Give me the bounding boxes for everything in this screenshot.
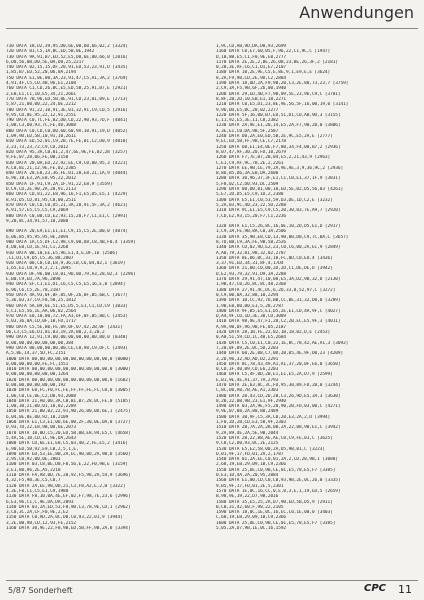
header-divider [6, 28, 418, 29]
code-line: 6,D0,56,0B,D0,5E,0A,D0,25,2217 [6, 59, 84, 65]
code-line: 1,C9,3A,FE,9B,8A,C0,3A,2506 [216, 229, 287, 235]
code-line: 1440 DATA 60,2E,08,C7,0D,2B,05,4E,9F,D0,23 [4209] [216, 351, 344, 357]
code-line: 950 DATA 4A,93,0F,0F,85,0F,26,0F,B5,6B,C [3677] [6, 292, 128, 298]
code-line: C,68,19,EB,29,09,1B,C9,2366 [216, 515, 287, 521]
code-line: C,8C,D0,A0,7B,AE,A1,2303 [216, 388, 279, 394]
code-line: 710 DATA 18,D2,39,95,D0,6E,00,D0,66,02,2 [3324] [6, 44, 128, 49]
code-line: 720 DATA 01,C5,1A,BC,ED,5B,0E,1942 [6, 49, 95, 55]
code-line: 1130 DATA F8,10,0A,4E,EF,02,F7,98,7E,23,6 [2996] [6, 494, 131, 500]
code-line: 1330 DATA 35,9B,E8,CD,13,9B,8B,D0,C9,7C,BA,C [3657] [216, 234, 349, 240]
code-line: 6,96,C6,C5,2E,70,2187 [6, 287, 61, 293]
code-line: A,A0,79,32,01,98,32,02,2787 [216, 250, 287, 256]
code-line: 1240 DATA D0,2A,E0,ED,5B,2E,9C,E5,2A,E [2777] [216, 134, 333, 140]
code-line: 1210 DATA C0,E5,D1,23,8E,9E,56,5F,16,00,19,0 [3141] [216, 102, 349, 108]
code-line: 1490 DATA 03,2A,9E,F5,20,90,2B,FD,03,00,C [4271] [216, 404, 341, 410]
code-line: 6,E3,96,C1,C,9E,DA,DA,2093 [6, 499, 74, 505]
code-line: 8,2B,22,0B,9B,23,E1,9F,2940 [216, 398, 287, 404]
code-line: 1430 DATA C5,C0,E1,C0,22,1E,8C,78,42,AE,A1,3 [3092] [216, 340, 349, 346]
code-line: 1390 DATA 1B,CC,92,7D,BB,CC,BE,31,32,D0,0 [3289] [216, 298, 341, 304]
code-line: 3,23,73,23,72,C9,CD,2012 [6, 144, 69, 150]
code-line: 940 DATA EF,C1,E1,D1,C6,C5,C5,E5,16,E,8 [2894] [6, 282, 126, 288]
code-line: 6,96,18,E3,2A,E8,95,22,2012 [6, 176, 77, 182]
code-line: 1420 DATA 28,1B,FE,22,02,1B,18,02,D,E [2453] [216, 330, 331, 336]
page-number: 11 [398, 583, 412, 596]
code-line: 790 DATA C0,7C,FE,02,D0,CD,22,90,93,7D,F [4841] [6, 118, 128, 124]
code-line: 1370 DATA 29,91,47,10,08,E5,3A,D2,9B,32,D [2130] [216, 277, 341, 283]
code-line: A,C8,B1,21,12,9E,FE,02,2385 [6, 165, 77, 171]
code-line: 730 DATA 9A,91,B7,ED,52,E5,D0,6E,00,66,0 [2016] [6, 54, 128, 60]
code-line: 1150 DATA C0,AD,2A,0C,D0,C0,93,22,01,9 [3944] [6, 515, 123, 521]
code-line: 1,0B,C3,D0,93,7C,FE,40,3088 [6, 123, 77, 129]
code-line: 9,2A,89,4E,2A,5E,9B,2044 [216, 430, 279, 436]
listing-columns [6, 44, 418, 578]
code-line: 2,EB,E1,C1,10,E5,34,21,2661 [6, 91, 77, 97]
code-line: E,11,92,E5,3E,11,C8,2382 [216, 118, 279, 124]
code-line: 1560 DATA E1,00,CD,C0,C0,93,9B,2E,0C,26,0 [3335] [216, 478, 341, 484]
code-line: ,C1,D1,C9,D5,C5,36,88,2807 [6, 255, 74, 261]
code-line: 1030 DATA E0,FC,F0,FC,FE,FF,FF,FE,FC,C0,0 [3005] [6, 388, 131, 394]
footer-divider [6, 580, 418, 581]
code-line: 990 DATA 12,91,C9,00,00,00,00,00,00,00,0 [0348] [6, 335, 128, 341]
code-line: 1410 DATA 98,9E,47,F1,20,C2,2B,EC,E5,9F,3 [4011] [216, 319, 341, 325]
code-line: E,B0,C9,ED,7A,96,2090 [6, 277, 61, 283]
code-line: 0,A0,51,59,CD,1C,40,E5,2684 [216, 335, 287, 341]
code-line: 9,95,CD,8E,95,22,12,91,2551 [6, 112, 77, 118]
code-line: 2,C9,3A,F5,9B,6F,26,00,1940 [216, 86, 287, 92]
issue-label: 5/87 Sonderheft [8, 586, 73, 595]
code-line: B,CB,31,42,60,F,98,22,2105 [216, 504, 284, 510]
code-line: 1,09,9D,ED,5B,10,91,10,2611 [6, 134, 77, 140]
code-line: 1280 DATA 30,96,37,3F,E1,C1,CB,E1,37,1F,9 [3831] [216, 176, 341, 182]
code-line: B,98,9E,19,22,D7,9B,2016 [216, 494, 279, 500]
page-header [0, 0, 424, 36]
code-line: 760 DATA C1,CD,26,BC,E5,ED,5B,25,91,B7,E [2921] [6, 86, 128, 92]
code-line: 1310 DATA 9C,E1,E5,C9,C5,20,30,03,7E,A9,7 [2920] [216, 208, 341, 214]
code-line: 1090 DATA ED,53,EE,8B,2A,EC,9B,0D,2A,9B,D [3560] [6, 451, 131, 457]
code-line: 8,7D,BB,C9,3A,FE,9B,5B,2526 [216, 239, 287, 245]
magazine-logo: CPC [363, 583, 386, 594]
code-line: 1110 DATA FA,A8,0D,7E,20,92,F5,98,2A,54,9 [3696] [6, 473, 131, 479]
code-line: 8,8F,2B,2D,10,EB,E1,18,2271 [216, 96, 287, 102]
code-line: 3,C0,3C,2A,CF,F0,9E,2,E2 [6, 510, 69, 516]
code-line: 1530 DATA E5,E2,58,00,2A,D5,9B,01,C [3223] [216, 446, 325, 452]
code-line: 1000 DATA 00,00,00,00,00,00,00,00,00,00,0 [0000] [6, 356, 131, 362]
code-line: 970 DATA E0,10,00,72,FA,A3,6F,0F,B5,8B,C [2453] [6, 314, 128, 320]
code-line: 1010 DATA 00,00,00,00,00,00,00,00,00,00,0 [3000] [6, 367, 131, 373]
code-line: 1520 DATA 2B,22,88,AE,AE,C0,C9,FE,01,C [3625] [216, 435, 333, 441]
code-line: 6,04,0E,8E,00,92,10,2109 [6, 414, 69, 420]
code-line: 4,D0,E0,CD,1E,91,C1,2268 [6, 245, 69, 251]
code-line: 850 DATA 1F,91,C9,2A,1F,91,22,E8,9 [3559] [6, 181, 113, 187]
code-line: 0,00,00,00,00,FE,FC,1551 [6, 361, 69, 367]
code-line: 1260 DATA F7,7E,B7,2B,04,E5,2,21,43,9 [2963] [216, 155, 331, 161]
code-line: B,8D,B5,D6,3A,EB,DA,2600 [216, 171, 279, 177]
code-line: 1170 DATA 2E,2E,2,BE,26,08,23,BE,26,3F,2 [2181] [216, 59, 338, 65]
code-line: 1100 DATA 03,C8,0E,D0,F0,56,E,22,F0,9B,E [3159] [6, 462, 128, 468]
code-line: E,B1,9E,4E,A1,37,7A,2793 [216, 377, 279, 383]
code-line: 4,91,4F,C5,CD,4B,96,E1,2108 [6, 81, 77, 87]
code-line: 1450 DATA 8C,78,43,49,A1,A1,37,20,0F,E6,0 [3650] [216, 361, 341, 367]
code-line: 0,2B,3E,AF,C6,C1,D1,E7,2107 [216, 65, 287, 71]
code-line: 1360 DATA 21,00,C0,00,2D,2D,C1,DE,DE,D [3942] [216, 266, 333, 272]
code-line: 0,00,00,00,00,00,00,1264 [6, 372, 69, 378]
code-line: 7,CD,E2,93,15,20,F7,C1,2236 [216, 213, 287, 219]
section-title: Anwendungen [299, 3, 414, 22]
code-line: 1120 DATA 2A,EE,98,0D,21,C3,F8,A2,E,2,B [3322] [6, 483, 126, 489]
code-line: 5,E7,2D,D5,E5,C9,1D,2,2388 [216, 192, 284, 198]
code-line: 1,9B,E0,00,00,E1,5,28,2787 [216, 303, 284, 309]
code-line: 1180 DATA 10,2E,9E,C5,E,8E,9,1,E9,E,E [3624] [216, 70, 331, 76]
code-line: 1080 DATA CD,6E,E1,E8,C5,03,4B,2,FE,E5,2 [3416] [6, 441, 128, 447]
code-line: 840 DATA 28,E8,23,36,FE,01,28,E8,21,1A,9 [4044] [6, 171, 128, 177]
code-line: 3,2D,96,32,AD,AD,D2,2291 [216, 356, 279, 362]
code-line: 740 DATA 02,15,15,DF,20,91,ED,53,23,91,D [3435] [6, 65, 128, 71]
code-line: 0,00,00,00,00,00,00,192 [6, 383, 66, 388]
code-line: 8,91,D5,CD,81,95,C0,00,2511 [6, 197, 77, 203]
code-line: 1040 DATA 21,A0,00,3A,CB,B1,B7,28,0C,FE,0 [5105] [6, 398, 131, 404]
code-line: 1050 DATA 21,B0,02,22,91,9B,26,00,0D,6E,1 [2475] [6, 409, 131, 415]
code-line: 5,03,36,0A,CD,0F,1B,FD,1717 [6, 319, 77, 325]
code-line: 5,87,21,00,00,22,24,0E,2212 [6, 102, 77, 108]
code-line: 5,36,03,37,C9,F8,50,25,1812 [6, 298, 77, 304]
code-line: 820 DATA 95,3A,CB,81,2,47,6E,9E,FE,02,28 [3257] [6, 149, 128, 155]
code-line: D,A4,9F,CD,1D,3E,30,CD,3089 [216, 314, 287, 320]
code-line: 6,06,85,95,95,95,9E,2094 [6, 234, 69, 240]
code-line: 1500 DATA 3B,9F,C5,3A,C8,20,E3,2A,2,D [3994] [216, 414, 331, 420]
code-line: 990 DATA 00,00,00,00,00,CE,C8,98,C9,DF,C [2493] [6, 345, 128, 351]
code-line: 5,05,2A,D7,9B,1E,0C,16,1592 [216, 526, 287, 532]
code-line: 1510 DATA 2B,7A,2A,2B,0B,2A,22,08,9B,E1,C [3942] [216, 425, 341, 431]
code-line: 1580 DATA 35,E5,25,2A,D7,9B,ED,5B,D5,9 [2911] [216, 499, 333, 505]
code-line: 1470 DATA 2E,63,8C,3C,FD,95,30,09,FD,2B,0 [3244] [216, 383, 341, 388]
code-line: 1340 DATA CD,02,9D,E2,23,C0,C6,00,2A,EC,9 [2849] [216, 245, 341, 251]
code-line: 9,2B,8C,34,91,57,10,2088 [6, 218, 69, 224]
code-line: 1,9B,47,C0,26,8C,8C,48,2368 [216, 282, 287, 288]
listing-column-left [6, 44, 208, 578]
code-line: 1460 DATA C5,4F,0D,2B,E1,E1,E5,2A,D7,9 [2599] [216, 372, 333, 378]
code-line: 1380 DATA 27,91,4C,DC,6,2D,33,8,52,97,C [3272] [216, 287, 336, 293]
code-line: 1160 DATA 30,9E,22,F8,9B,ED,5B,FF,9B,2A,0 [3394] [6, 526, 131, 532]
code-line: 930 DATA DF,96,0B,C8,01,9D,0D,79,A3,28,02,3 [2296] [6, 271, 136, 277]
code-line: 860 DATA CD,81,22,E8,96,16,F1,E5,D5,E5,1 [4229] [6, 192, 128, 198]
code-line: 890 DATA 20,E9,E1,E1,E1,C9,15,C5,2E,B0,0 [4074] [6, 229, 128, 235]
code-line: 870 DATA C0,CD,C0,D5,21,3A,28,91,5F,3A,2 [4621] [6, 202, 128, 208]
code-line: 1,85,B7,ED,52,20,06,0A,2194 [6, 70, 77, 76]
code-line: 1200 DATA 29,ED,4B,F7,9B,09,5E,23,96,C9,C [3701] [216, 91, 341, 97]
code-line: 1230 DATA 2A,9E,E1,20,14,E5,2A,F7,9B,20,0 [3806] [216, 123, 341, 129]
code-line: 8,2A,F9,9B,CD,2E,9D,C2,2884 [216, 75, 287, 81]
code-line: 1,00,30,21,00,01,18,02,2289 [6, 404, 77, 410]
code-line: A,3E,E1,C0,DA,9B,5F,2587 [216, 128, 279, 134]
code-line: 810 DATA ED,52,01,C9,2B,7E,FE,01,C2,D0,9 [4010] [6, 139, 128, 145]
code-line: D,E2,93,79,32,91,D9,3A,2288 [216, 271, 287, 277]
code-line: E,90,ED,5B,92,E9,CB,2,5,1,E, [6, 446, 79, 452]
code-line: 5,F8,02,C2,D0,93,DC,2509 [216, 181, 279, 187]
code-line: 9,B5,9F,17,FD,01,2E,5,2301 [216, 483, 284, 489]
code-line: 910 DATA 0B,10,EE,E5,96,E1,4,E,DF,16 [2506] [6, 250, 118, 256]
code-line: 750 DATA E1,0E,00,3A,23,91,47,C5,A1,3A,2 [3769] [6, 75, 128, 81]
code-line: 1,06,C0,CE,0E,C2,D0,93,2088 [6, 393, 77, 399]
code-line: 9,9E,07,08,2A,80,80,2489 [216, 409, 279, 415]
code-line: 1220 DATA 5F,16,00,B7,ED,51,D1,CD,AB,9D,3 [3155] [216, 112, 341, 118]
code-line: 1,9C,CD,AB,9D,DA,D0,93,2699 [216, 44, 287, 49]
code-line: 9,96,DD,E5,0C,28,02,2277 [216, 107, 279, 113]
code-line: 1070 DATA 10,0D,C5,20,ED,5B,0B,E8,94,E5,C [4658] [6, 430, 131, 436]
code-line: 1480 DATA 2B,43,CD,2D,2B,C3,26,9D,E5,3A,3 [3630] [216, 393, 341, 399]
code-line: 0,E3,1D,4A,2A,20,95,2084 [216, 473, 279, 479]
code-line: 9,FE,07,28,06,FE,00,2150 [6, 155, 69, 161]
code-line: D,C9,CD,2E,90,2A,20,91,2113 [6, 187, 77, 193]
code-line: 1,65,E1,CB,9,9,2,2,1,2095 [6, 266, 71, 272]
code-line: 0,CD,3F,40,09,CD,E6,2203 [216, 367, 279, 373]
code-line: 800 DATA C0,CD,C0,D0,60,60,9A,10,91,19,D [4052] [6, 128, 128, 134]
code-line: 1270 DATA EE,9B,CE,79,2A,9E,AE,3,9,36,9C,2 [2936] [216, 165, 344, 171]
code-line: 1400 DATA 9F,B5,E5,E1,D5,2E,E1,CD,4A,9F,C [4027] [216, 308, 341, 314]
code-line: 3,2E,0B,9B,CD,12,93,FE,2152 [6, 520, 77, 526]
code-line: 1320 DATA E1,C5,26,8C,16,0E,10,2D,D5,E1,D [2917] [216, 224, 341, 230]
page-footer [0, 578, 424, 600]
code-line: 980 DATA C5,5E,B0,FE,09,0F,07,42,2B,0F [2431] [6, 324, 123, 330]
code-line: 5,4A,5E,1B,CD,1C,9E,DA,2643 [6, 435, 77, 441]
code-line: 5,C1,E5,56,1E,AA,06,02,2564 [6, 308, 77, 314]
code-line: 9,C8,C2,D0,93,0C,2E,2125 [216, 441, 279, 447]
code-line: 1550 DATA 25,DE,C0,9B,CE,01,E5,78,E5,F7 [3385] [216, 467, 336, 473]
code-line: 920 DATA 00,C0,C0,E8,9,36,CB,C6,04,02,1 [3619] [6, 261, 126, 267]
code-line: 1300 DATA E5,E1,C0,53,59,D3,DE,1D,C2,E [3232] [216, 197, 333, 203]
code-line: A,91,57,E5,C5,C5,C9,2069 [6, 208, 69, 214]
code-line: 1060 DATA E1,C3,E1,0D,6E,00,2F,30,0E,DA,0 [3727] [6, 420, 131, 426]
code-line: 5,2A,03,9C,40,23,22,5D,2288 [216, 202, 287, 208]
code-line: A,5,8E,14,37,5D,FC,2151 [6, 351, 66, 357]
code-line: 2,95,C0,92,00,0E,2801 [6, 457, 61, 463]
code-line: D,1B,8B,E5,C1,F0,9E,E0,2777 [216, 54, 287, 60]
code-line: 1600 DATA 25,DE,C0,9B,CE,01,E5,78,E5,F7 [3385] [216, 520, 336, 526]
code-line: 0,C9,00,0A,32,88,10,2294 [216, 292, 279, 298]
code-line: 1190 DATA 18,DD,2A,F9,9B,2B,C3,2E,80,73,23,7 [3759] [216, 81, 349, 87]
code-line: 780 DATA 91,22,10,91,3E,01,32,91,C9,CD,5 [2916] [6, 107, 128, 113]
code-line: D,93,7D,22,E8,9B,0D,6E,2073 [6, 425, 77, 431]
code-line: A,9A,9B,DF,96,9B,FE,05,2187 [216, 324, 287, 330]
code-line: 1540 DATA 01,2A,EE,C0,01,2A,2,CD,28,9B,1 [3088] [216, 457, 338, 463]
code-line: 1020 DATA 00,00,00,00,00,00,00,00,00,00,0 [1682] [6, 377, 131, 383]
code-line: D,01,9F,17,FD,01,2A,2,1787 [216, 451, 284, 457]
code-line: 830 DATA 20,0A,ED,22,92,EE,C9,C0,00,95,3 [4221] [6, 160, 128, 166]
code-line: 0,00,00,00,00,00,00,00,384 [6, 340, 74, 346]
listing-column-right [216, 44, 418, 578]
code-line: 1140 DATA 03,2A,ED,53,F8,9B,C3,78,9E,CD,1 [2962] [6, 504, 131, 510]
code-line: 770 DATA 7B,96,ED,5B,0E,91,CD,23,01,09,E [2713] [6, 96, 128, 102]
code-line: 1570 DATA 1E,0C,16,CC,0,E,0,3,E,1,19,ED,5 [2659] [216, 488, 341, 494]
code-line: 4,32,F5,9B,3E,C5,C0,7 [6, 478, 61, 484]
code-line: 3,E1,80,96,2E,A5,2218 [6, 467, 61, 473]
code-line: C,E1,C9,AF,9C,7B,2E,2,2261 [216, 160, 284, 166]
code-line: 4,3E,F0,C1,C5,E1,C9,1988 [6, 488, 69, 494]
code-line: 8,07,47,AF,30,20,FD,10,2679 [216, 149, 287, 155]
code-line: 1350 DATA 8E,06,0C,33,10,FC,0D,C0,ED,4 [3436] [216, 255, 333, 261]
code-line: 1160 DATA C0,E7,60,05,F,96,22,C1,9C,C [1947] [216, 49, 331, 55]
code-line: 1590 DATA 18,0C,1E,0C,16,EC,C0,1E,00,0 [3403] [216, 510, 333, 516]
code-line: 7,20,0F,89,2E,0C,5D,2203 [216, 345, 279, 351]
code-line: 3,37,91,ED,34,31,8F,4,17D4 [216, 261, 284, 267]
code-line: 880 DATA C0,00,CD,E2,93,15,20,F7,C1,E1,C [2991] [6, 213, 128, 219]
code-line: 9,EC,ED,5B,FF,9B,CE,C7,2178 [216, 139, 287, 145]
code-line: 2,68,19,EB,29,09,1B,C9,2366 [216, 462, 287, 468]
code-line: 06,C3,C5,E6,D1,01,03,19,2A,B0,2,3,2B,2 [6, 330, 105, 336]
code-line: 1,F0,2D,2B,CD,E3,58,9F,2303 [216, 420, 287, 426]
code-line: 900 DATA 1A,C5,DF,C2,98,C9,00,D8,C8,4B,F0,4 [3359] [6, 239, 136, 245]
code-line: 1290 DATA 00,D0,01,00,10,ED,5E,02,D5,56,03 [4261] [216, 187, 344, 193]
code-line: 960 DATA 5A,B9,6E,51,E5,D5,5,E1,C1,CD,C9 [3033] [6, 303, 128, 309]
code-line: 1250 DATA 60,E1,E4,0E,F7,80,34,F4,08,B7,2 [2936] [216, 144, 341, 150]
